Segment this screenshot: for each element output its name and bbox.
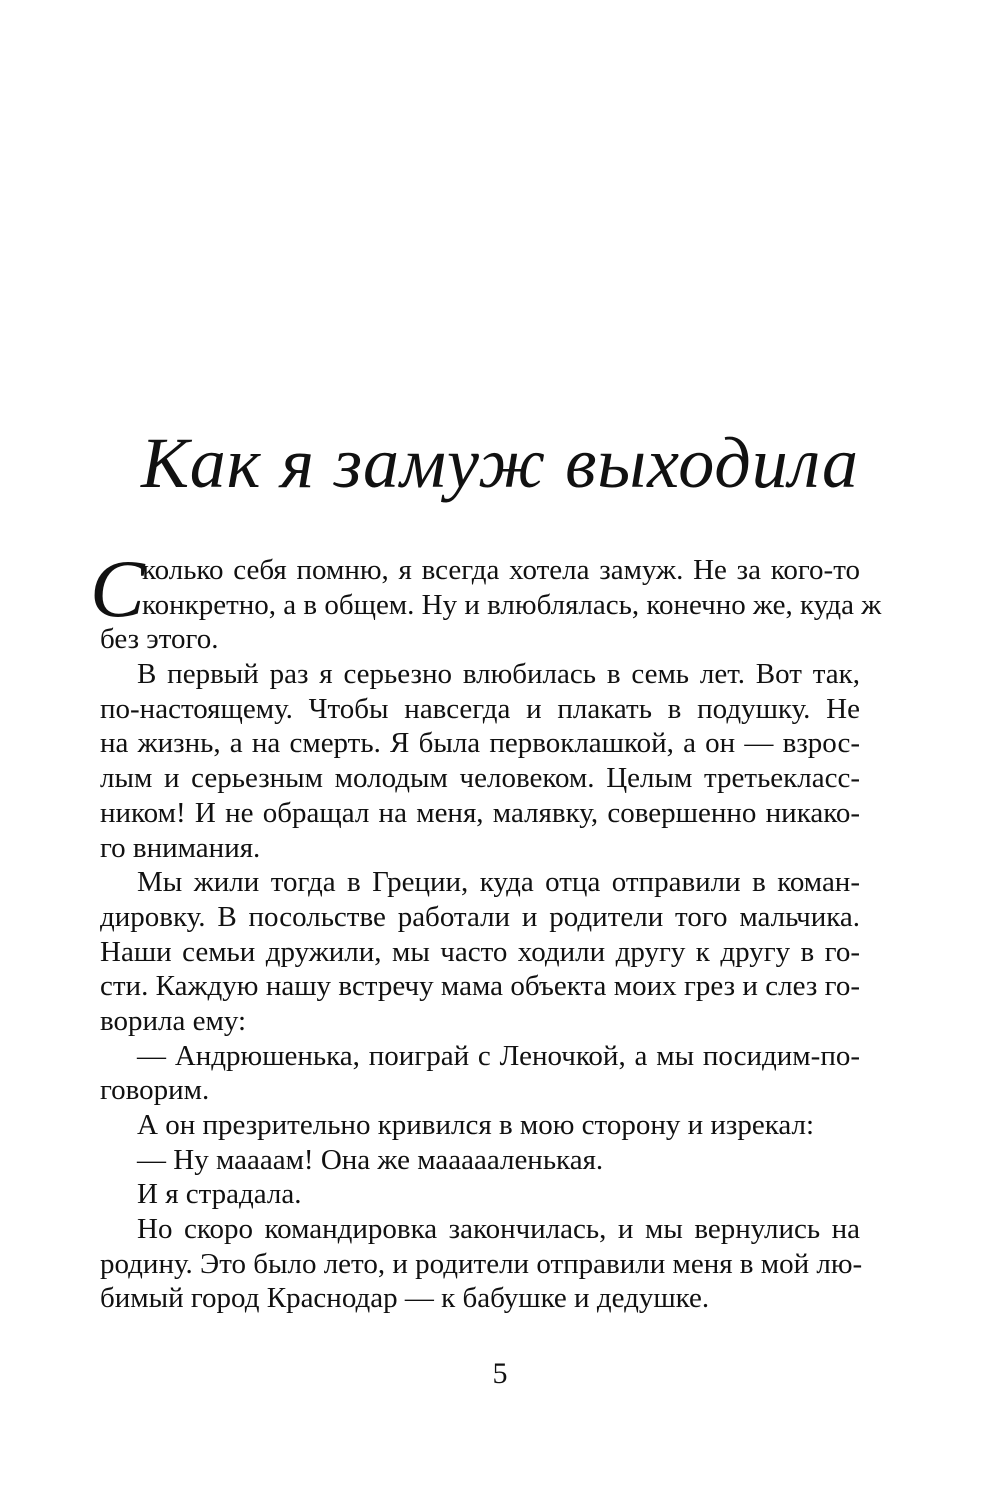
page-number: 5 — [492, 1357, 508, 1390]
text-line: И я страдала. — [137, 1178, 302, 1211]
text-line: ворила ему: — [100, 1004, 247, 1037]
chapter-title: Как я замуж выходила — [140, 423, 860, 503]
text-line: А он презрительно кривился в мою сторону и изрекал: — [137, 1109, 815, 1141]
text-line: бимый город Краснодар — к бабушке и дедушке. — [100, 1282, 710, 1315]
text-line: — Ну маааам! Она же маааааленькая. — [137, 1143, 604, 1176]
text-line: — Андрюшенька, поиграй с Леночкой, а мы посидим-по- — [137, 1039, 860, 1072]
text-line: по-настоящему. Чтобы навсегда и плакать в подушку. Не — [100, 692, 860, 725]
text-line: В первый раз я серьезно влюбилась в семь лет. Вот так, — [137, 658, 860, 691]
drop-cap: С — [90, 543, 145, 634]
text-line: родину. Это было лето, и родители отправили меня в мой лю- — [100, 1247, 863, 1280]
text-line: ником! И не обращал на меня, малявку, совершенно никако- — [100, 796, 860, 829]
text-line: конкретно, а в общем. Ну и влюблялась, конечно же, куда ж — [142, 588, 882, 621]
text-line: сти. Каждую нашу встречу мама объекта моих грез и слез го- — [100, 970, 860, 1003]
text-line: го внимания. — [100, 831, 261, 864]
text-line: Но скоро командировка закончилась, и мы вернулись на — [137, 1213, 860, 1246]
text-line: Наши семьи дружили, мы часто ходили другу к другу в го- — [100, 935, 860, 968]
text-line: без этого. — [100, 623, 219, 656]
text-line: лым и серьезным молодым человеком. Целым третьекласс- — [100, 762, 860, 795]
text-line: Мы жили тогда в Греции, куда отца отправили в коман- — [137, 866, 860, 899]
text-line: колько себя помню, я всегда хотела замуж. Не за кого-то — [142, 554, 860, 586]
body-text — [100, 553, 882, 1316]
text-line: дировку. В посольстве работали и родители того мальчика. — [100, 900, 860, 933]
text-line: на жизнь, а на смерть. Я была первоклашкой, а он — взрос- — [100, 727, 860, 760]
text-line: говорим. — [100, 1074, 210, 1107]
first-paragraph-dropcap-lines — [100, 553, 882, 622]
